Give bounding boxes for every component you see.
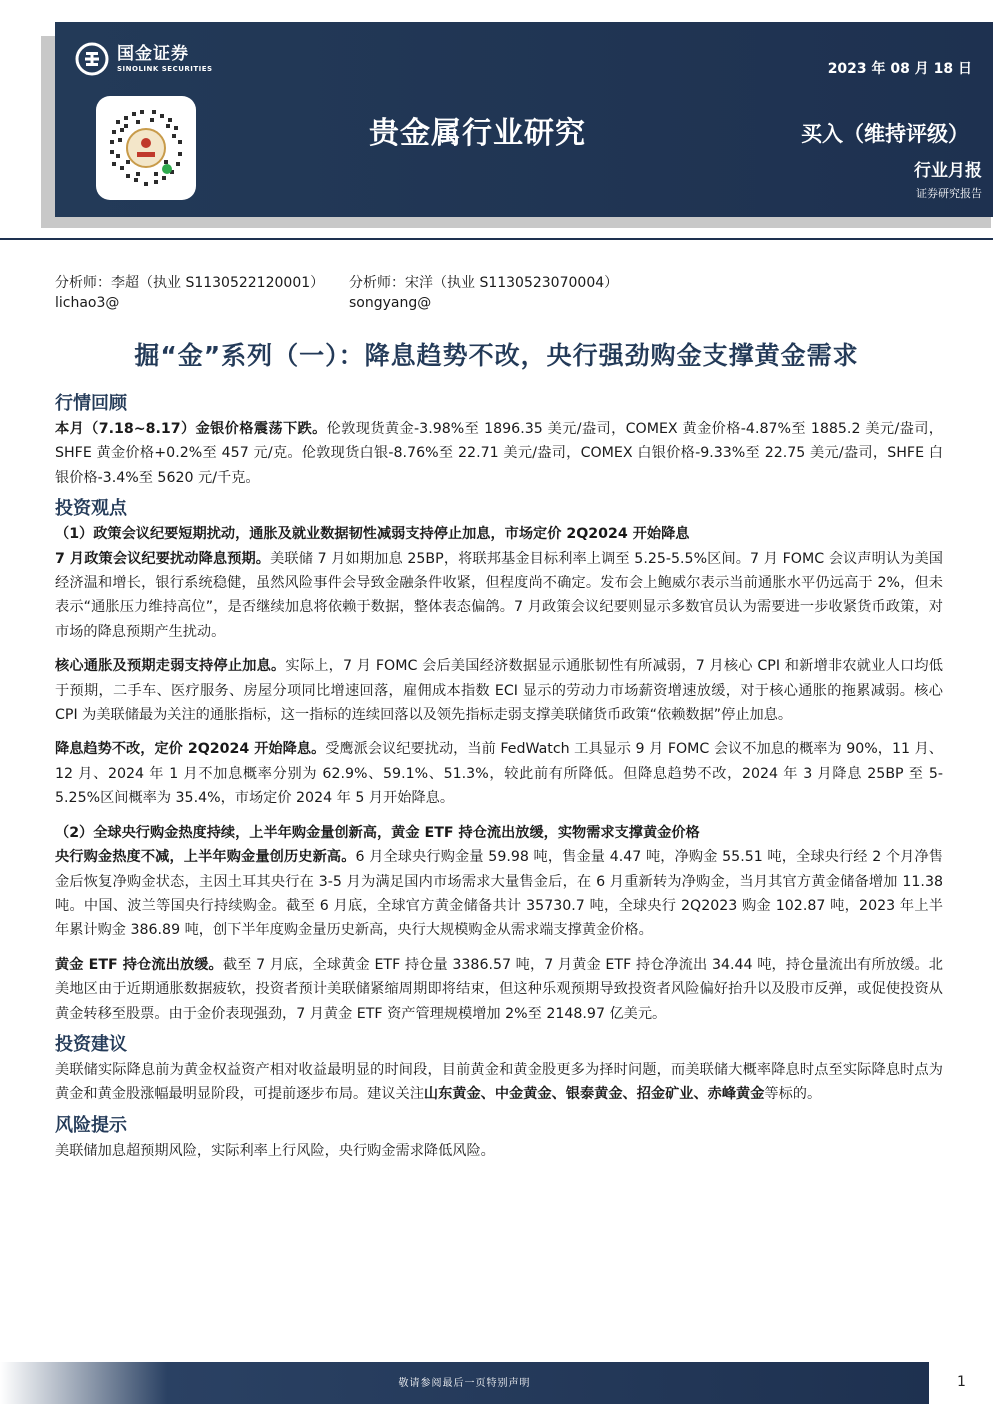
section-heading-risk: 风险提示 bbox=[55, 1114, 127, 1136]
views-p4-lead: 央行购金热度不减，上半年购金量创历史新高。 bbox=[55, 849, 356, 866]
analyst-2-email[interactable]: songyang@ bbox=[349, 295, 432, 311]
footer-disclaimer-note: 敬请参阅最后一页特别声明 bbox=[398, 1378, 531, 1389]
header-band bbox=[55, 22, 993, 217]
analyst-1-email[interactable]: lichao3@ bbox=[55, 295, 120, 311]
views-subheading-2: （2）全球央行购金热度持续，上半年购金量创新高，黄金 ETF 持仓流出放缓，实物需求支撑黄金价格 bbox=[55, 824, 700, 841]
page-number: 1 bbox=[957, 1374, 966, 1390]
market-review-text: 伦敦现货黄金-3.98%至 1896.35 美元/盎司，COMEX 黄金价格-4.87%至 1885.2 美元/盎司，SHFE 黄金价格+0.2%至 457 元/克。伦敦现货白银-8.76%至 22.71 美元/盎司，COMEX 白银价格-9.33%至 22.75 美元/盎司，SHFE 白银价格-3.4%至 5620 元/千克。 bbox=[55, 421, 943, 486]
views-p2-text: 实际上，7 月 FOMC 会后美国经济数据显示通胀韧性有所减弱，7 月核心 CPI 和新增非农就业人口均低于预期，二手车、医疗服务、房屋分项同比增速回落，雇佣成本指数 ECI 显示的劳动力市场薪资增速放缓，对于核心通胀的拖累减弱。核心 CPI 为美联储最为关注的通胀指标，这一指标的连续回落以及领先指标走弱支撑美联储货币政策“依赖数据”停止加息。 bbox=[55, 658, 943, 724]
report-body bbox=[55, 391, 943, 1163]
views-paragraph-3 bbox=[55, 737, 943, 810]
views-p1-text: 美联储 7 月如期加息 25BP，将联邦基金目标利率上调至 5.25-5.5%区间。7 月 FOMC 会议声明认为美国经济温和增长，银行系统稳健，虽然风险事件会导致金融条件收紧，但程度尚不确定。发布会上鲍威尔表示当前通胀水平仍远高于 2%，但未表示“通胀压力维持高位”，是否继续加息将依赖于数据，整体表态偏鸽。7 月政策会议纪要则显示多数官员认为需要进一步收紧货币政策，对市场的降息预期产生扰动。 bbox=[55, 550, 943, 640]
views-p5-lead: 黄金 ETF 持仓流出放缓。 bbox=[55, 956, 223, 973]
advice-text-b: 等标的。 bbox=[764, 1086, 822, 1103]
views-p4-text: 6 月全球央行购金量 59.98 吨，售金量 4.47 吨，净购金 55.51 吨，全球央行经 2 个月净售金后恢复净购金状态，主因土耳其央行在 3-5 月为满足国内市场需求大量售金后，在 6 月重新转为净购金，当月其官方黄金储备增加 11.38 吨。中国、波兰等国央行持续购金。截至 6 月底，全球官方黄金储备共计 35730.7 吨，全球央行 2Q2023 购金 102.87 吨，2023 年上半年累计购金 386.89 吨，创下半年度购金量历史新高，央行大规模购金从需求端支撑黄金价格。 bbox=[55, 849, 943, 939]
industry-title: 贵金属行业研究 bbox=[369, 116, 586, 151]
views-p3-lead: 降息趋势不改，定价 2Q2024 开始降息。 bbox=[55, 741, 326, 758]
advice-paragraph bbox=[55, 1058, 943, 1107]
views-paragraph-1 bbox=[55, 547, 943, 645]
views-p3-text: 受鹰派会议纪要扰动，当前 FedWatch 工具显示 9 月 FOMC 会议不加息的概率为 90%，11 月、12 月、2024 年 1 月不加息概率分别为 62.9%、59.1%、51.3%，较此前有所降低。但降息趋势不改，2024 年 3 月降息 25BP 至 5-5.25%区间概率为 35.4%，市场定价 2024 年 5 月开始降息。 bbox=[55, 741, 943, 807]
section-heading-advice: 投资建议 bbox=[55, 1033, 127, 1055]
views-p5-text: 截至 7 月底，全球黄金 ETF 持仓量 3386.57 吨，7 月黄金 ETF 持仓净流出 34.44 吨，持仓量流出有所放缓。北美地区由于近期通胀数据疲软，投资者预计美联储紧缩周期即将结束，但这种乐观预期导致投资者风险偏好抬升以及股市反弹，或促使投资从黄金转移至股票。由于金价表现强劲，7 月黄金 ETF 资产管理规模增加 2%至 2148.97 亿美元。 bbox=[55, 956, 943, 1022]
logo-chinese-name: 国金证券 bbox=[117, 43, 189, 64]
company-logo bbox=[75, 42, 213, 76]
views-p1-lead: 7 月政策会议纪要扰动降息预期。 bbox=[55, 550, 271, 567]
rating-label: 买入（维持评级） bbox=[801, 122, 969, 146]
logo-english-name: SINOLINK SECURITIES bbox=[117, 64, 213, 73]
market-review-paragraph bbox=[55, 417, 943, 490]
risk-paragraph: 美联储加息超预期风险，实际利率上行风险，央行购金需求降低风险。 bbox=[55, 1142, 495, 1159]
section-heading-market-review: 行情回顾 bbox=[55, 393, 127, 414]
report-date: 2023 年 08 月 18 日 bbox=[827, 61, 972, 77]
analyst-1-name: 分析师：李超（执业 S1130522120001） bbox=[55, 275, 325, 291]
document-title: 掘“金”系列（一）：降息趋势不改，央行强劲购金支撑黄金需求 bbox=[134, 341, 859, 370]
market-review-lead: 本月（7.18~8.17）金银价格震荡下跌。 bbox=[55, 421, 327, 437]
sinolink-logo-icon bbox=[75, 42, 109, 76]
advice-stocks: 山东黄金、中金黄金、银泰黄金、招金矿业、赤峰黄金 bbox=[423, 1086, 765, 1103]
section-heading-views: 投资观点 bbox=[55, 498, 127, 520]
advice-text-a: 美联储实际降息前为黄金权益资产相对收益最明显的时间段，目前黄金和黄金股更多为择时问题，而美联储大概率降息时点至实际降息时点为黄金和黄金股涨幅最明显阶段，可提前逐步布局。建议关注 bbox=[55, 1061, 943, 1103]
report-subtitle: 证券研究报告 bbox=[916, 187, 982, 200]
views-paragraph-5 bbox=[55, 953, 943, 1026]
views-paragraph-2 bbox=[55, 654, 943, 727]
views-subheading-1: （1）政策会议纪要短期扰动，通胀及就业数据韧性减弱支持停止加息，市场定价 2Q2024 开始降息 bbox=[55, 526, 690, 543]
wechat-qr-code bbox=[96, 96, 196, 200]
analyst-1 bbox=[55, 273, 324, 313]
views-paragraph-4 bbox=[55, 845, 943, 943]
header-divider bbox=[0, 238, 993, 240]
qr-code-icon bbox=[96, 96, 196, 200]
views-p2-lead: 核心通胀及预期走弱支持停止加息。 bbox=[55, 658, 286, 675]
analyst-2 bbox=[349, 273, 618, 313]
analyst-2-name: 分析师：宋洋（执业 S1130523070004） bbox=[349, 275, 619, 291]
report-type: 行业月报 bbox=[914, 161, 982, 181]
